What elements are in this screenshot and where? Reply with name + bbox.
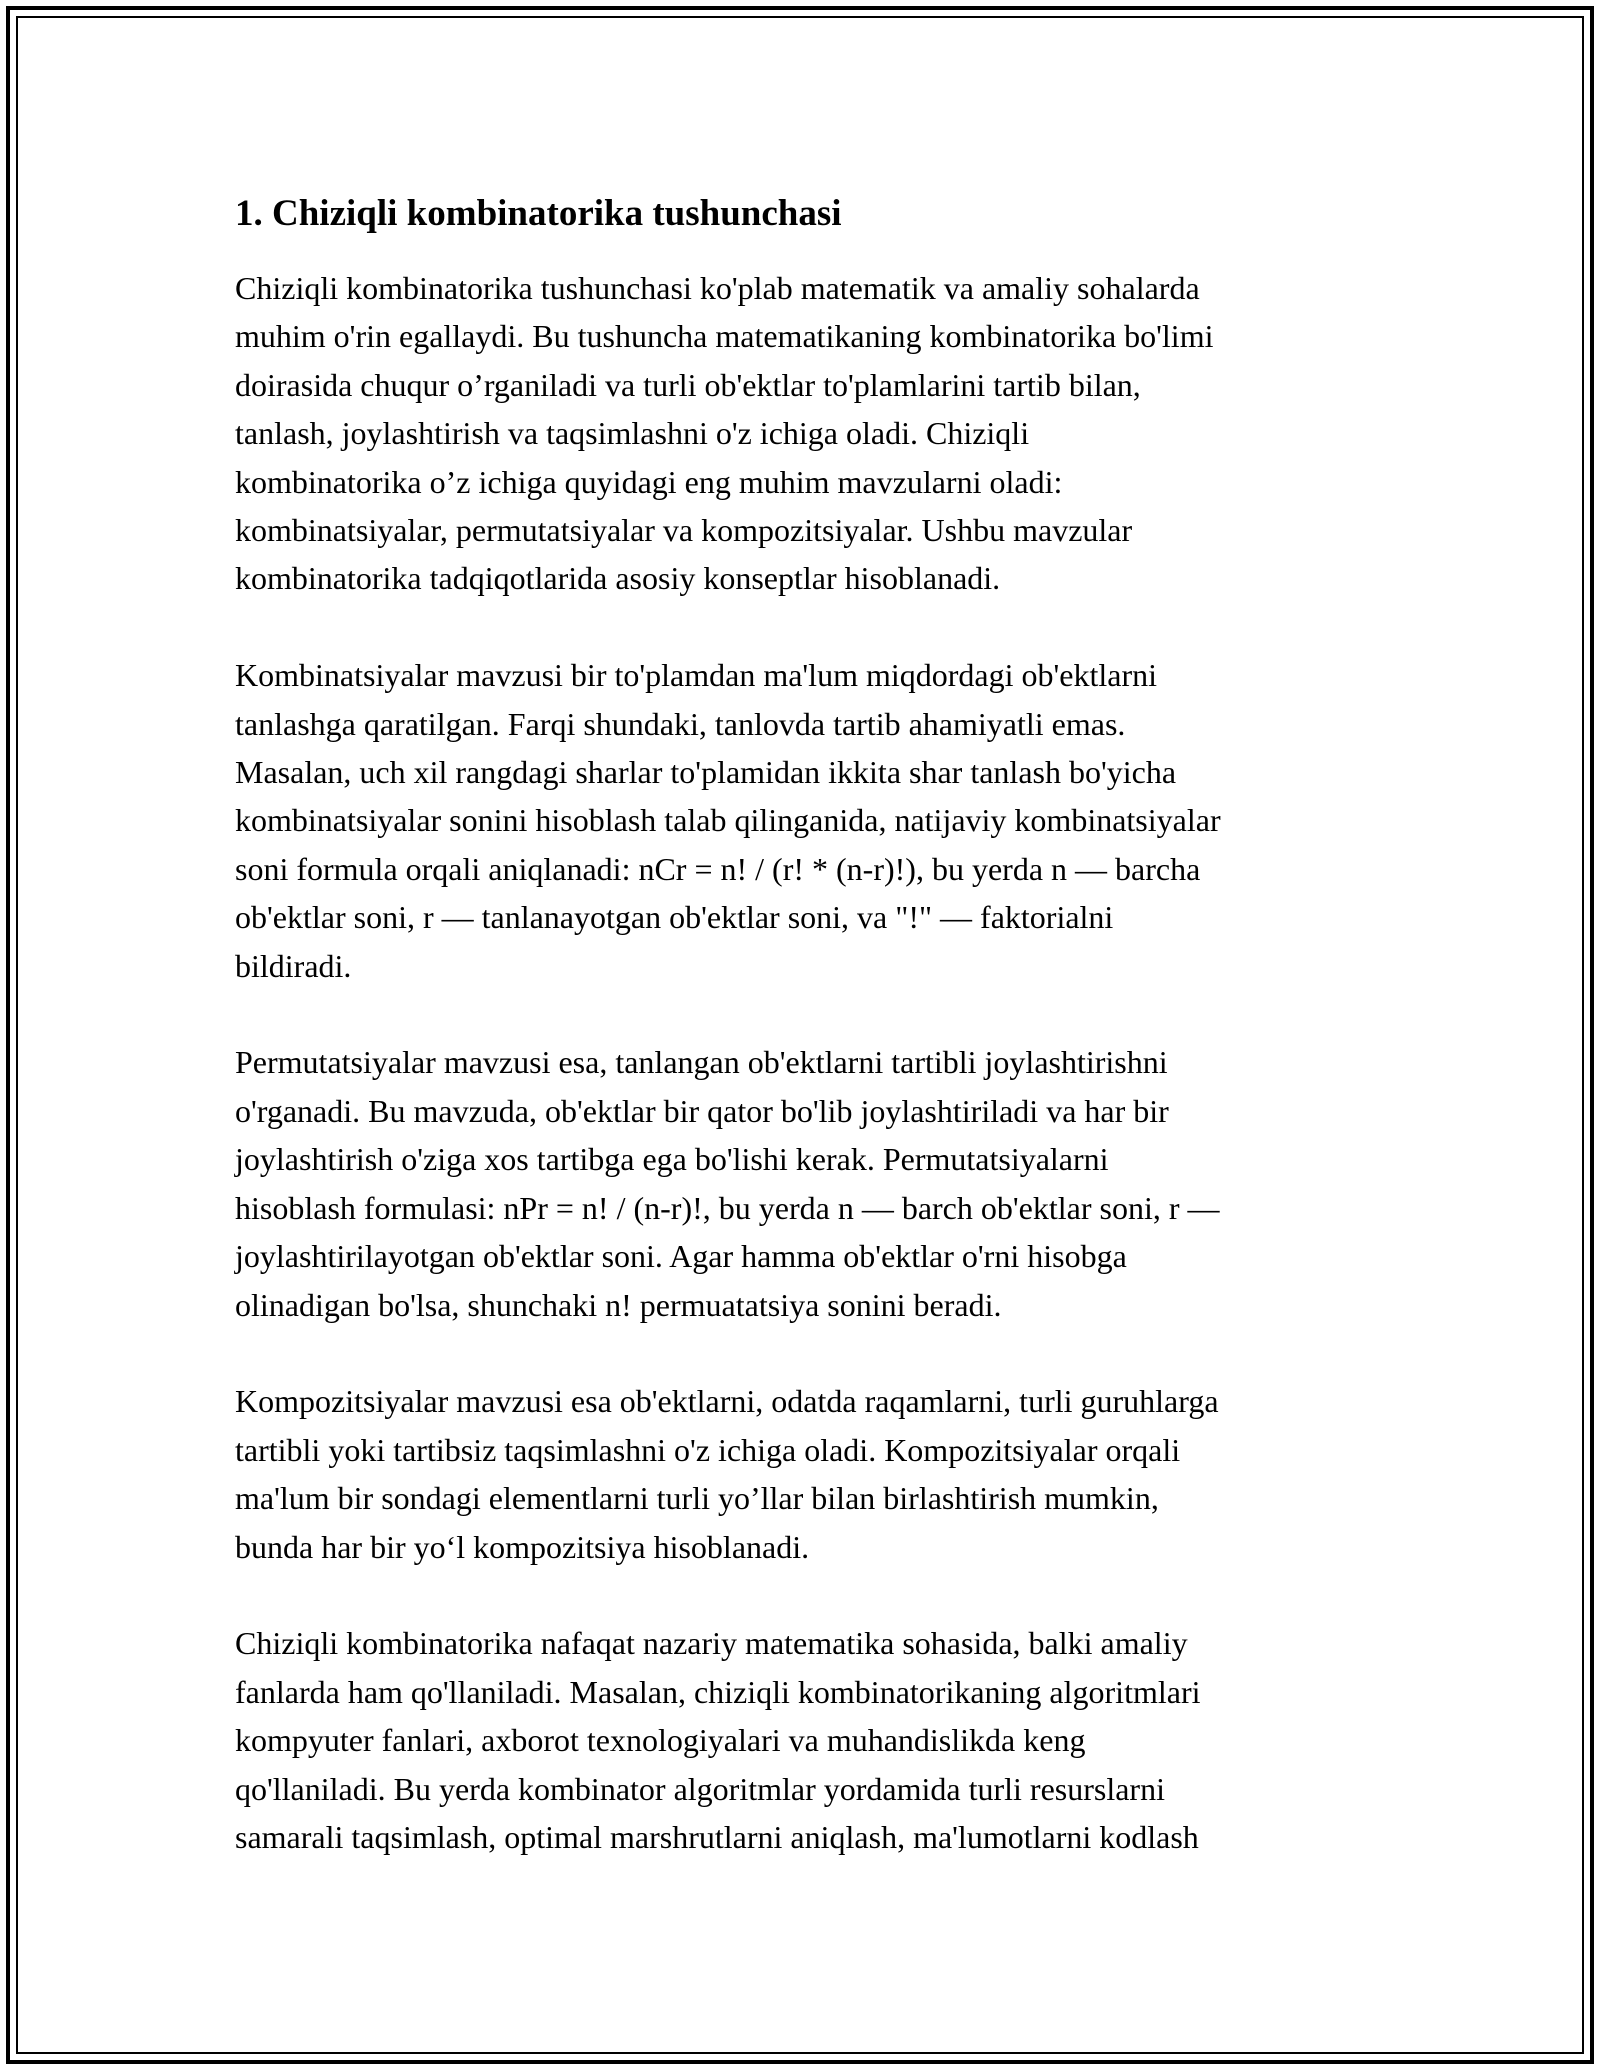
document-body	[235, 188, 1385, 1910]
paragraph-permutations: Permutatsiyalar mavzusi esa, tanlangan ob'ektlarni tartibli joylashtirishni o'rganadi. Bu mavzuda, ob'ektlar bir qator bo'lib joylashtiriladi va har bir joylashtirish o'ziga xos tartibga ega bo'lishi kerak. Permutatsiyalarni hisoblash formulasi: nPr = n! / (n-r)!, bu yerda n — barch ob'ektlar soni, r — joylashtirilayotgan ob'ektlar soni. Agar hamma ob'ektlar o'rni hisobga olinadigan bo'lsa, shunchaki n! permuatatsiya sonini beradi.	[235, 1044, 1220, 1323]
paragraph-combinations: Kombinatsiyalar mavzusi bir to'plamdan ma'lum miqdordagi ob'ektlarni tanlashga qaratilgan. Farqi shundaki, tanlovda tartib ahamiyatli emas. Masalan, uch xil rangdagi sharlar to'plamidan ikkita shar tanlash bo'yicha kombinatsiyalar sonini hisoblash talab qilinganida, natijaviy kombinatsiyalar soni formula orqali aniqlanadi: nCr = n! / (r! * (n-r)!), bu yerda n — barcha ob'ektlar soni, r — tanlanayotgan ob'ektlar soni, va "!" — faktorialni bildiradi.	[235, 657, 1221, 984]
paragraph-compositions: Kompozitsiyalar mavzusi esa ob'ektlarni, odatda raqamlarni, turli guruhlarga tartibli yoki tartibsiz taqsimlashni o'z ichiga oladi. Kompozitsiyalar orqali ma'lum bir sondagi elementlarni turli yo’llar bilan birlashtirish mumkin, bunda har bir yo‘l kompozitsiya hisoblanadi.	[235, 1383, 1219, 1565]
paragraph-intro: Chiziqli kombinatorika tushunchasi ko'plab matematik va amaliy sohalarda muhim o'rin egallaydi. Bu tushuncha matematikaning kombinatorika bo'limi doirasida chuqur o’rganiladi va turli ob'ektlar to'plamlarini tartib bilan, tanlash, joylashtirish va taqsimlashni o'z ichiga oladi. Chiziqli kombinatorika o’z ichiga quyidagi eng muhim mavzularni oladi: kombinatsiyalar, permutatsiyalar va kompozitsiyalar. Ushbu mavzular kombinatorika tadqiqotlarida asosiy konseptlar hisoblanadi.	[235, 270, 1214, 597]
paragraph-applications: Chiziqli kombinatorika nafaqat nazariy matematika sohasida, balki amaliy fanlarda ham qo'llaniladi. Masalan, chiziqli kombinatorikaning algoritmlari kompyuter fanlari, axborot texnologiyalari va muhandislikda keng qo'llaniladi. Bu yerda kombinator algoritmlar yordamida turli resurslarni samarali taqsimlash, optimal marshrutlarni aniqlash, ma'lumotlarni kodlash	[235, 1625, 1201, 1855]
section-heading: 1. Chiziqli kombinatorika tushunchasi	[235, 193, 842, 234]
